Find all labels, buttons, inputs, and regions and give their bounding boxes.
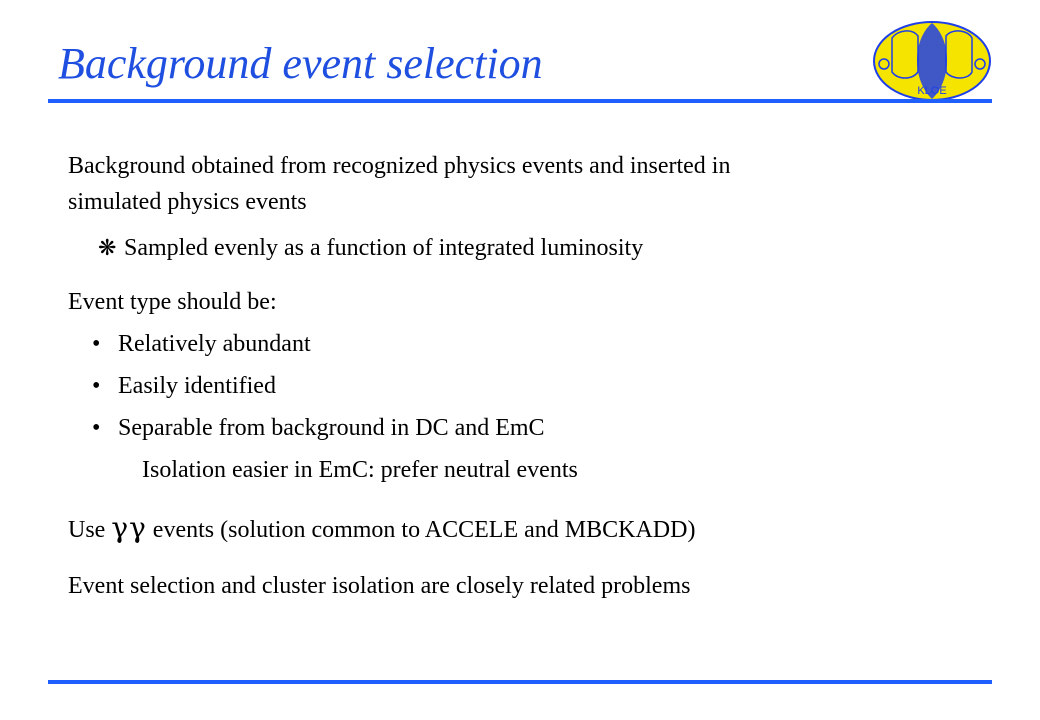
top-divider — [48, 99, 992, 103]
use-suffix: events (solution common to ACCELE and MBCKADD) — [152, 517, 696, 543]
bullet-icon: • — [92, 373, 101, 399]
isolation-note: Isolation easier in EmC: prefer neutral events — [142, 457, 578, 483]
bullet-item — [92, 328, 311, 360]
bullet-icon: • — [92, 415, 101, 441]
bullet-item — [92, 370, 276, 402]
bullet-icon: • — [92, 331, 101, 357]
paragraph-background-line1: Background obtained from recognized physics events and inserted in — [68, 153, 731, 179]
bullet-text: Relatively abundant — [118, 331, 311, 357]
closing-line: Event selection and cluster isolation are closely related problems — [68, 573, 691, 599]
sub-bullet-sampled — [98, 232, 643, 264]
use-events-line — [68, 512, 695, 546]
slide-title: Background event selection — [58, 39, 543, 88]
paragraph-background-line2: simulated physics events — [68, 189, 307, 215]
bottom-divider — [48, 680, 992, 684]
square-bullet-icon: ❋ — [98, 235, 117, 260]
bullet-item — [92, 412, 545, 444]
bullet-text: Separable from background in DC and EmC — [118, 415, 545, 441]
use-prefix: Use — [68, 517, 106, 543]
gamma-gamma-symbol: γγ — [111, 511, 147, 544]
bullet-text: Easily identified — [118, 373, 276, 399]
kloe-logo — [872, 20, 992, 102]
event-type-heading: Event type should be: — [68, 289, 277, 315]
sub-bullet-text: Sampled evenly as a function of integrated luminosity — [124, 235, 644, 261]
logo-text: KLOE — [917, 85, 947, 97]
